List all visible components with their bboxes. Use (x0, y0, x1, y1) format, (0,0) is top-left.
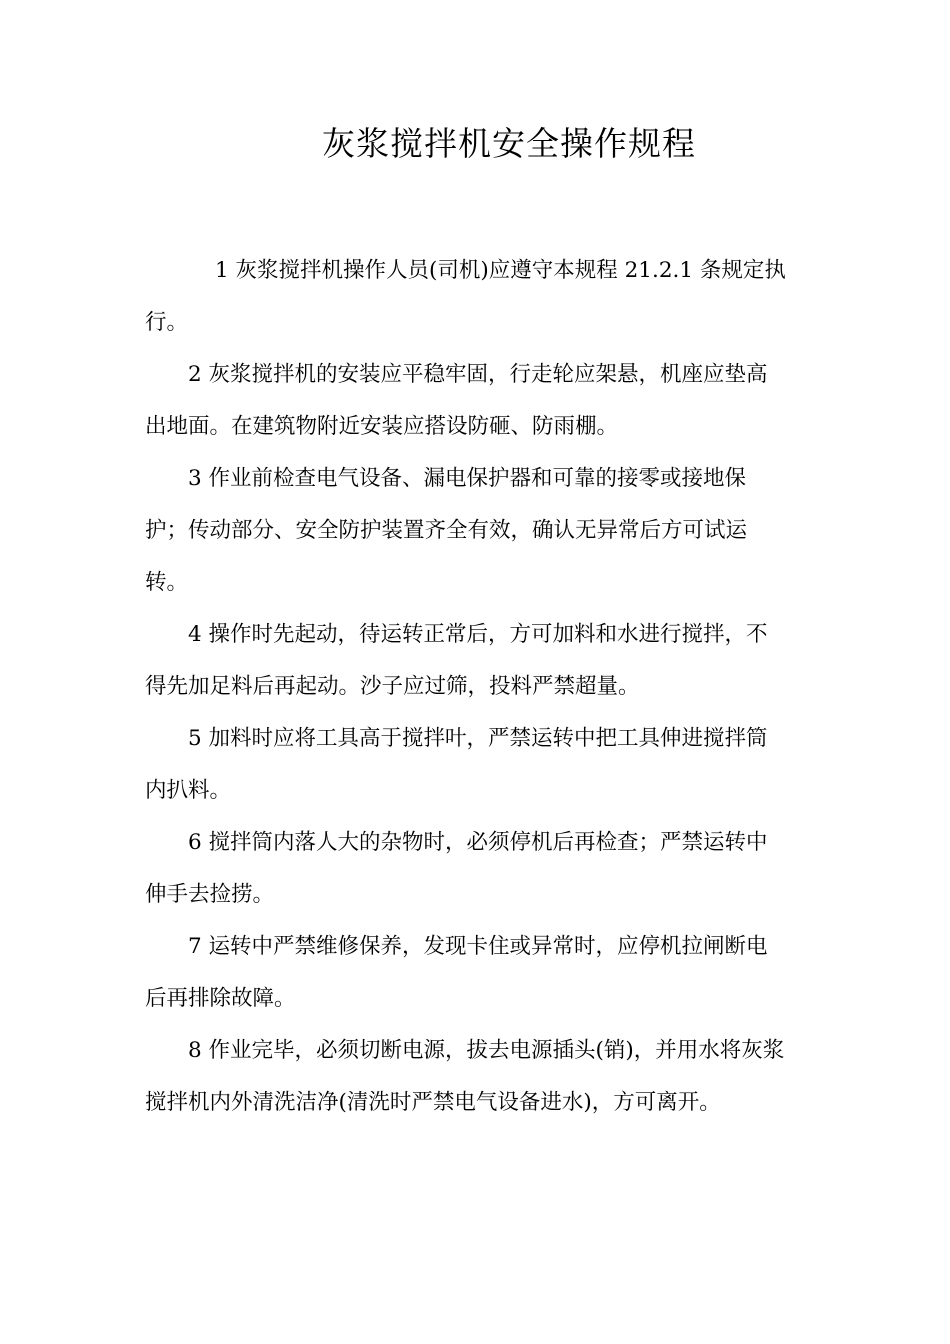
paragraph-line: 5 加料时应将工具高于搅拌叶，严禁运转中把工具伸进搅拌筒 (188, 726, 768, 751)
paragraph-7 (145, 921, 805, 1025)
paragraph-4 (145, 609, 805, 713)
paragraph-8 (145, 1025, 805, 1129)
paragraph-line: 6 搅拌筒内落人大的杂物时，必须停机后再检查；严禁运转中 (188, 830, 768, 855)
paragraph-5 (145, 713, 805, 817)
paragraph-line: 2 灰浆搅拌机的安装应平稳牢固，行走轮应架悬，机座应垫高 (188, 362, 768, 387)
document-body (145, 245, 805, 1129)
paragraph-line: 4 操作时先起动，待运转正常后，方可加料和水进行搅拌，不 (188, 622, 768, 647)
paragraph-line: 3 作业前检查电气设备、漏电保护器和可靠的接零或接地保 (188, 466, 747, 491)
document-title: 灰浆搅拌机安全操作规程 (322, 124, 696, 163)
paragraph-6 (145, 817, 805, 921)
paragraph-line: 行。 (145, 310, 189, 335)
paragraph-line: 转。 (145, 570, 189, 595)
paragraph-2 (145, 349, 805, 453)
paragraph-line: 内扒料。 (145, 778, 232, 803)
paragraph-line: 出地面。在建筑物附近安装应搭设防砸、防雨棚。 (145, 414, 619, 439)
paragraph-line: 1 灰浆搅拌机操作人员(司机)应遵守本规程 21.2.1 条规定执 (215, 258, 786, 283)
paragraph-line: 搅拌机内外清洗洁净(清洗时严禁电气设备进水)，方可离开。 (145, 1090, 721, 1115)
paragraph-line: 伸手去捡捞。 (145, 882, 275, 907)
paragraph-3 (145, 453, 805, 609)
paragraph-line: 护；传动部分、安全防护装置齐全有效，确认无异常后方可试运 (145, 518, 748, 543)
paragraph-line: 8 作业完毕，必须切断电源，拔去电源插头(销)，并用水将灰浆 (188, 1038, 785, 1063)
paragraph-line: 7 运转中严禁维修保养，发现卡住或异常时，应停机拉闸断电 (188, 934, 768, 959)
paragraph-line: 得先加足料后再起动。沙子应过筛，投料严禁超量。 (145, 674, 640, 699)
paragraph-1 (145, 245, 805, 349)
paragraph-line: 后再排除故障。 (145, 986, 296, 1011)
